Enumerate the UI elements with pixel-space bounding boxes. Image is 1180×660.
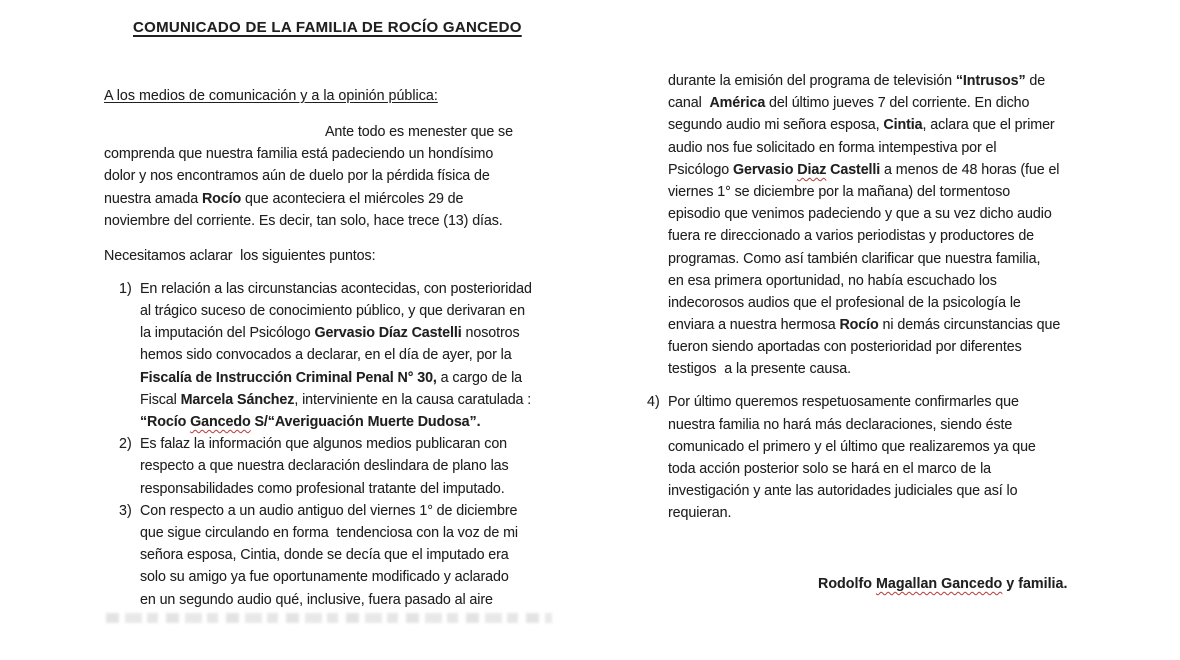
numbered-item-4 bbox=[647, 391, 1148, 524]
item-lines bbox=[668, 391, 1148, 524]
numbered-items-right bbox=[647, 391, 1148, 524]
text-line: Con respecto a un audio antiguo del viernes 1° de diciembre bbox=[140, 502, 518, 519]
text-line: solo su amigo ya fue oportunamente modificado y aclarado bbox=[140, 569, 509, 586]
text-line: Es falaz la información que algunos medios publicaran con bbox=[140, 436, 508, 453]
item-lines bbox=[140, 278, 584, 433]
text-line: audio nos fue solicitado en forma intempestiva por el bbox=[668, 139, 997, 156]
spellcheck-squiggle: Magallan Gancedo bbox=[875, 576, 1003, 592]
text-line: Ante todo es menester que se bbox=[325, 124, 513, 140]
scan-ghost-text-artifact bbox=[106, 613, 552, 623]
numbered-item-2 bbox=[119, 433, 584, 500]
text-line: nuestra amada Rocío que aconteciera el miércoles 29 de bbox=[104, 190, 464, 207]
item-3-continuation-paragraph bbox=[668, 70, 1148, 381]
text-line: segundo audio mi señora esposa, Cintia, aclara que el primer bbox=[668, 117, 1055, 134]
numbered-item-3 bbox=[119, 500, 584, 611]
item-number: 2) bbox=[119, 436, 132, 453]
spellcheck-squiggle: Gancedo bbox=[190, 414, 251, 431]
text-line: hemos sido convocados a declarar, en el día de ayer, por la bbox=[140, 347, 512, 364]
points-heading: Necesitamos aclarar los siguientes puntos: bbox=[104, 247, 376, 264]
signature-line: Rodolfo Magallan Gancedo y familia. bbox=[818, 576, 1068, 592]
text-line: dolor y nos encontramos aún de duelo por la pérdida física de bbox=[104, 168, 490, 185]
item-number: 3) bbox=[119, 502, 132, 519]
document-title: COMUNICADO DE LA FAMILIA DE ROCÍO GANCEDO bbox=[133, 19, 522, 36]
text-line: la imputación del Psicólogo Gervasio Díaz Castelli nosotros bbox=[140, 325, 520, 342]
numbered-items-left bbox=[104, 278, 584, 611]
text-line: testigos a la presente causa. bbox=[668, 361, 851, 378]
salutation-line: A los medios de comunicación y a la opinión pública: bbox=[104, 88, 438, 104]
text-line: respecto a que nuestra declaración deslindara de plano las bbox=[140, 458, 509, 475]
text-line: “Rocío Gancedo S/“Averiguación Muerte Dudosa”. bbox=[140, 414, 481, 431]
text-line: fuera re direccionado a varios periodistas y productores de bbox=[668, 228, 1035, 245]
text-line: al trágico suceso de conocimiento público, y que derivaran en bbox=[140, 303, 525, 320]
text-line: Fiscal Marcela Sánchez, interviniente en la causa caratulada : bbox=[140, 391, 532, 408]
text-line: En relación a las circunstancias acontecidas, con posterioridad bbox=[140, 280, 532, 297]
text-line: Fiscalía de Instrucción Criminal Penal N° 30, a cargo de la bbox=[140, 369, 523, 386]
column-right bbox=[647, 70, 1148, 525]
text-line: responsabilidades como profesional tratante del imputado. bbox=[140, 480, 505, 497]
column-left bbox=[104, 121, 584, 611]
text-line: Psicólogo Gervasio Diaz Castelli a menos de 48 horas (fue el bbox=[668, 161, 1060, 178]
text-line: comunicado el primero y el último que realizaremos ya que bbox=[668, 438, 1036, 455]
text-line: señora esposa, Cintia, donde se decía que el imputado era bbox=[140, 547, 509, 564]
text-line: viernes 1° se diciembre por la mañana) del tormentoso bbox=[668, 183, 1011, 200]
text-line: episodio que venimos padeciendo y que a su vez dicho audio bbox=[668, 206, 1052, 223]
text-line: indecorosos audios que el profesional de la psicología le bbox=[668, 294, 1021, 311]
numbered-item-1 bbox=[119, 278, 584, 433]
text-line: en un segundo audio qué, inclusive, fuera pasado al aire bbox=[140, 591, 493, 608]
text-line: fueron siendo aportadas con posterioridad por diferentes bbox=[668, 339, 1022, 356]
intro-paragraph bbox=[104, 121, 584, 232]
text-line: enviara a nuestra hermosa Rocío ni demás circunstancias que bbox=[668, 317, 1061, 334]
text-line: que sigue circulando en forma tendenciosa con la voz de mi bbox=[140, 524, 518, 541]
item-lines bbox=[140, 500, 584, 611]
text-line: nuestra familia no hará más declaraciones, siendo éste bbox=[668, 416, 1013, 433]
item-lines bbox=[140, 433, 584, 500]
text-line: comprenda que nuestra familia está padeciendo un hondísimo bbox=[104, 146, 494, 163]
item-number: 4) bbox=[647, 394, 660, 411]
text-line: programas. Como así también clarificar que nuestra familia, bbox=[668, 250, 1041, 267]
text-line: toda acción posterior solo se hará en el marco de la bbox=[668, 460, 992, 477]
text-line: requieran. bbox=[668, 505, 732, 522]
spellcheck-squiggle: Diaz bbox=[797, 161, 827, 178]
text-line: en esa primera oportunidad, no había escuchado los bbox=[668, 272, 997, 289]
text-line: Por último queremos respetuosamente confirmarles que bbox=[668, 394, 1019, 411]
text-line: canal América del último jueves 7 del corriente. En dicho bbox=[668, 95, 1030, 112]
text-line: noviembre del corriente. Es decir, tan solo, hace trece (13) días. bbox=[104, 212, 503, 229]
item-number: 1) bbox=[119, 280, 132, 297]
text-line: durante la emisión del programa de televisión “Intrusos” de bbox=[668, 73, 1046, 89]
text-line: investigación y ante las autoridades judiciales que así lo bbox=[668, 483, 1018, 500]
